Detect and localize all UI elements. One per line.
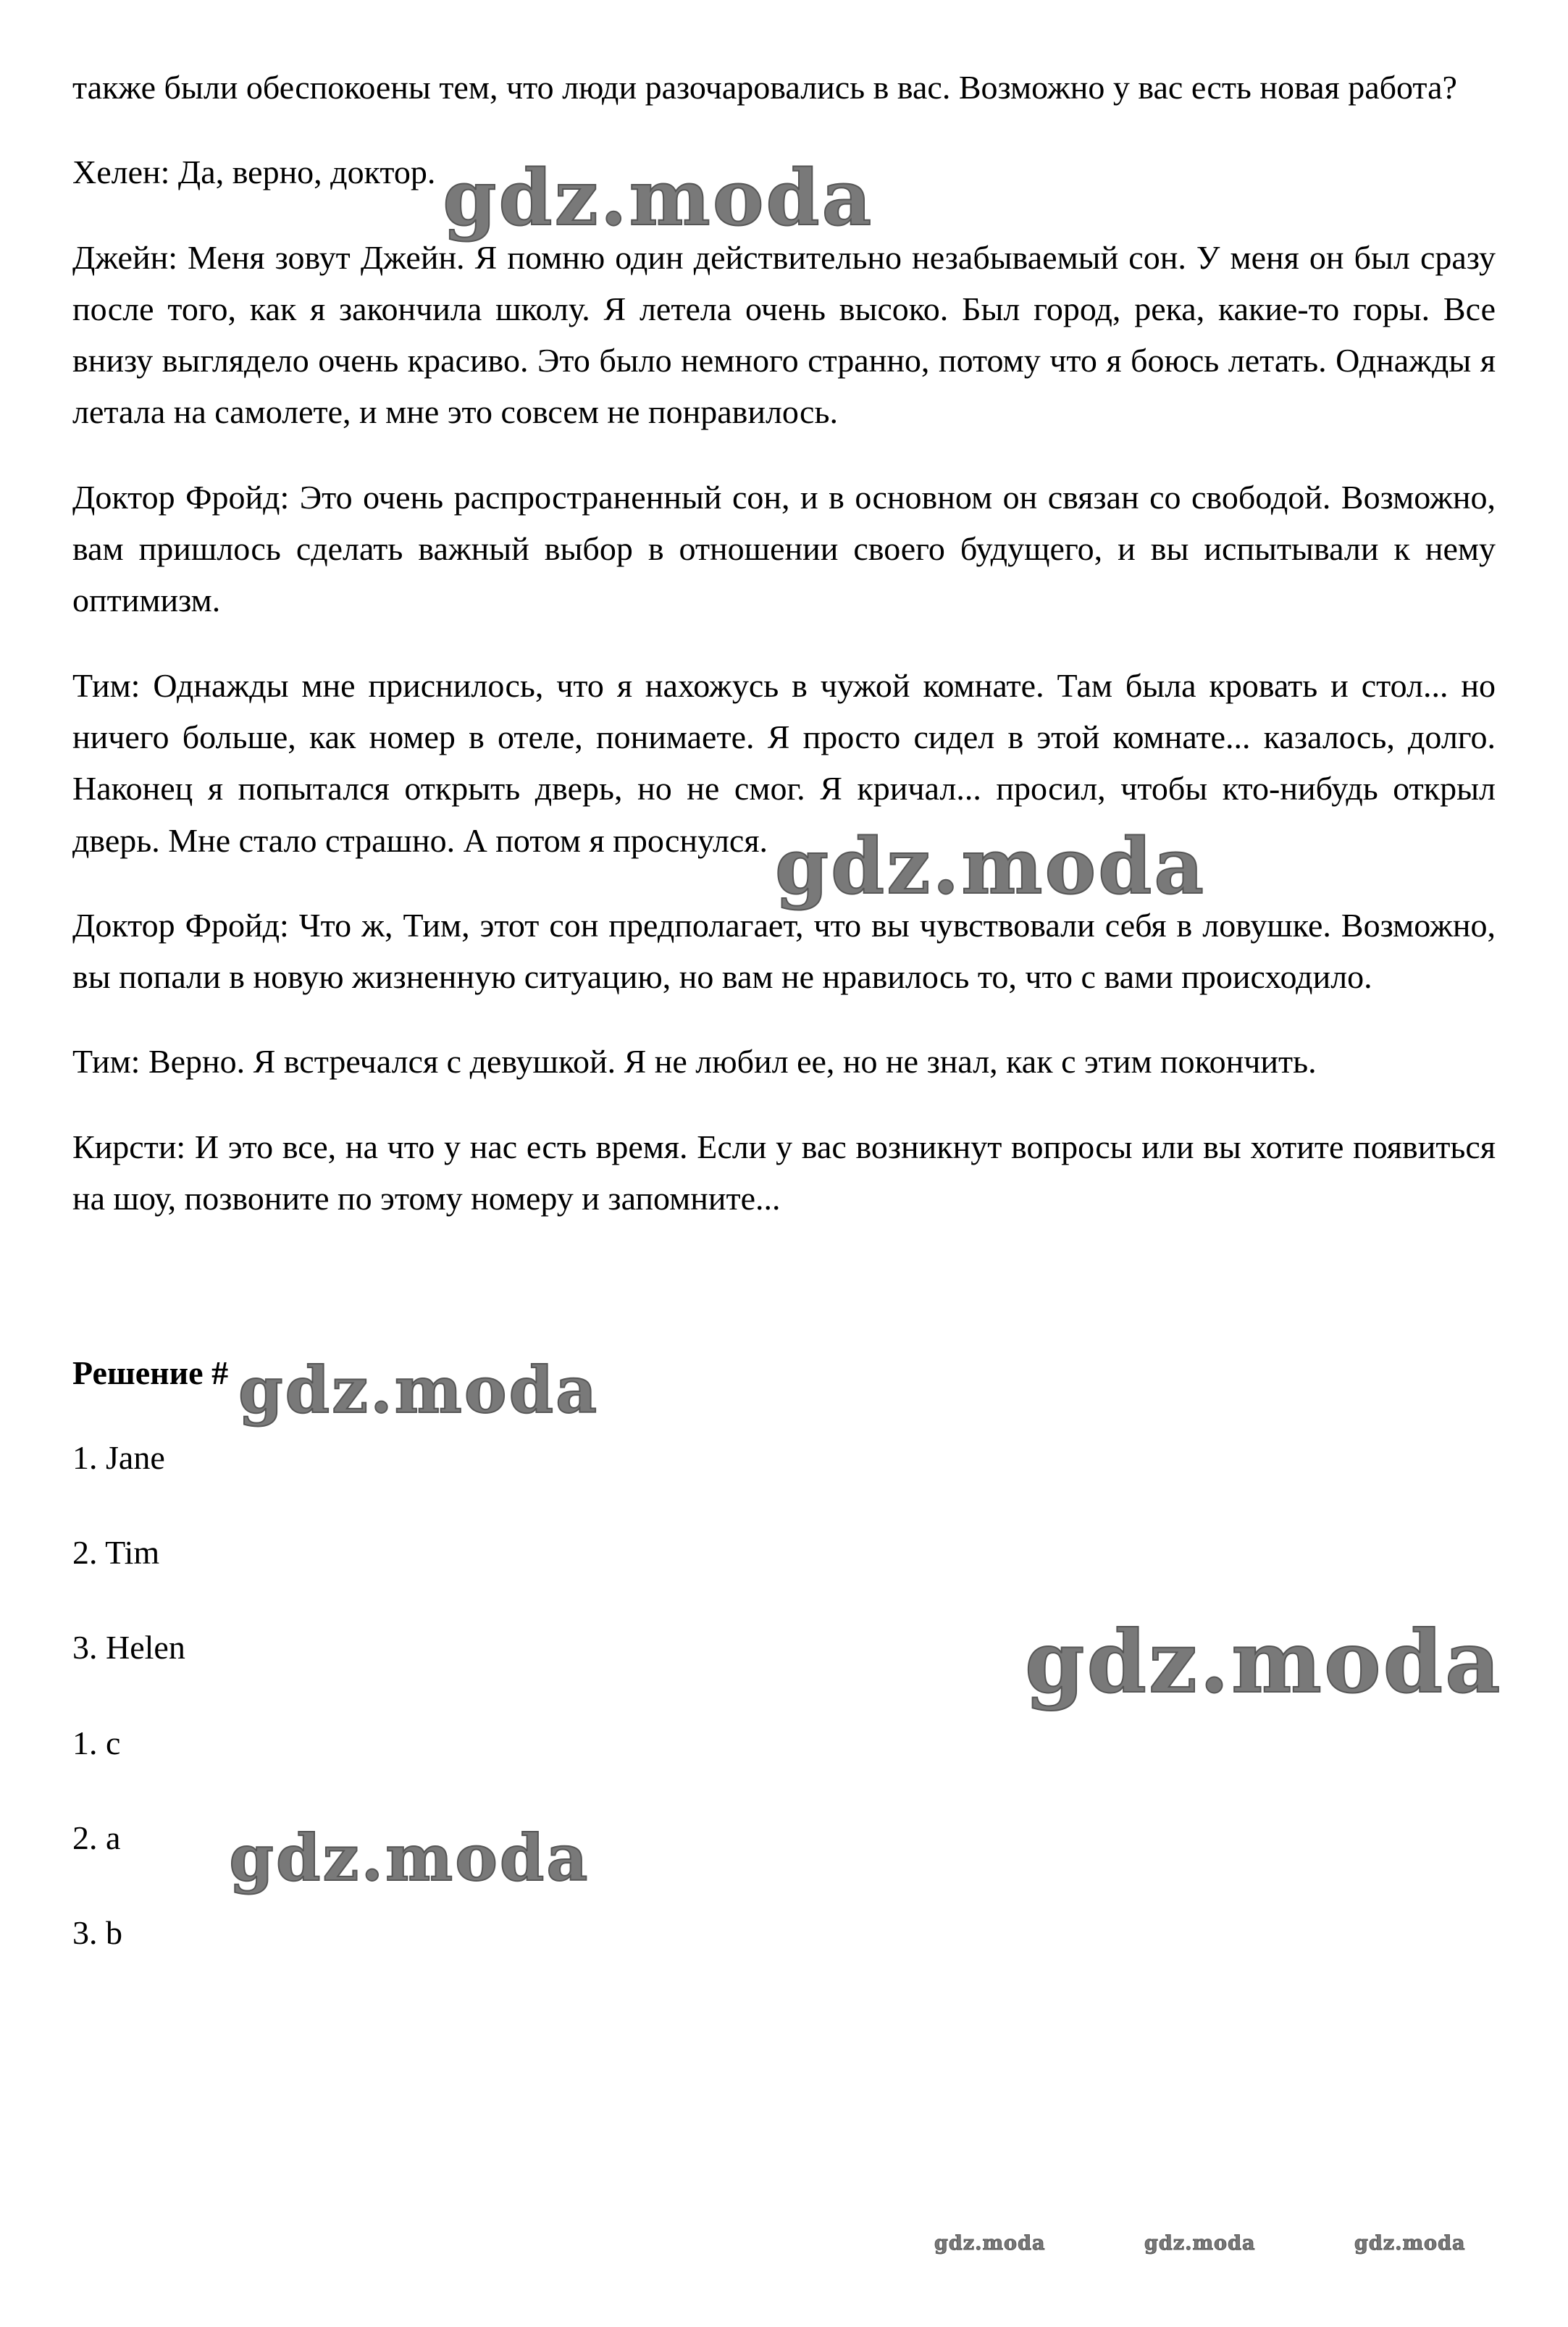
paragraph-text: Джейн: Меня зовут Джейн. Я помню один действительно незабываемый сон. У меня он был сразу после того, как я закончила школу. Я летела очень высоко. Был город, река, какие-то горы. Все внизу выглядело очень красиво. Это было немного странно, потому что я боюсь летать. Однажды я летала на самолете, и мне это совсем не понравилось. [72, 238, 1496, 431]
solution-heading-text: Решение # [72, 1354, 229, 1392]
solution-item [72, 1812, 1496, 1895]
paragraph [72, 471, 1496, 626]
paragraph-text: Доктор Фройд: Что ж, Тим, этот сон предполагает, что вы чувствовали себя в ловушке. Возможно, вы попали в новую жизненную ситуацию, но вам не нравилось то, что с вами происходило. [72, 906, 1496, 996]
watermark-gdz-moda: gdz.moda [1144, 2232, 1256, 2255]
watermark-gdz-moda: gdz.moda [934, 2232, 1046, 2255]
watermark-gdz-moda: gdz.moda [443, 152, 874, 243]
paragraph [72, 232, 1496, 438]
paragraph-text: Тим: Однажды мне приснилось, что я нахожусь в чужой комнате. Там была кровать и стол... но ничего больше, как номер в отеле, понимаете. Я просто сидел в этой комнате... казалось, долго. Наконец я попытался открыть дверь, но не смог. Я кричал... просил, чтобы кто-нибудь открыл дверь. Мне стало страшно. А потом я проснулся. [72, 666, 1496, 859]
paragraph [72, 146, 1496, 243]
watermark-gdz-moda: gdz.moda [238, 1352, 600, 1428]
solution-item-text: 1. c [72, 1724, 121, 1761]
solution-item [72, 1432, 1496, 1483]
solution-item-text: 1. Jane [72, 1438, 165, 1476]
paragraph-text: Тим: Верно. Я встречался с девушкой. Я не любил ее, но не знал, как с этим покончить. [72, 1043, 1317, 1081]
solution-item-text: 3. Helen [72, 1629, 185, 1666]
solution-item [72, 1527, 1496, 1578]
solution-item [72, 1622, 1496, 1673]
watermark-gdz-moda: gdz.moda [229, 1819, 590, 1895]
paragraph [72, 62, 1496, 113]
paragraph [72, 660, 1496, 911]
paragraph-text: также были обеспокоены тем, что люди разочаровались в вас. Возможно у вас есть новая работа? [72, 69, 1457, 106]
solution-heading [72, 1347, 1496, 1428]
watermark-gdz-moda: gdz.moda [775, 820, 1207, 911]
watermark-gdz-moda: gdz.moda [1354, 2232, 1466, 2255]
paragraph [72, 900, 1496, 1003]
solution-item-text: 3. b [72, 1914, 122, 1952]
paragraph-text: Доктор Фройд: Это очень распространенный сон, и в основном он связан со свободой. Возможно, вам пришлось сделать важный выбор в отношении своего будущего, и вы испытывали к нему оптимизм. [72, 478, 1496, 619]
paragraph [72, 1036, 1496, 1087]
solution-item [72, 1907, 1496, 1958]
watermark-gdz-moda: gdz.moda [1025, 1611, 1503, 1712]
paragraph-text: Хелен: Да, верно, доктор. [72, 154, 436, 191]
paragraph [72, 1121, 1496, 1225]
solution-item-text: 2. a [72, 1819, 121, 1856]
solution-item-text: 2. Tim [72, 1533, 160, 1571]
solution-item [72, 1717, 1496, 1769]
paragraph-text: Кирсти: И это все, на что у нас есть время. Если у вас возникнут вопросы или вы хотите появиться на шоу, позвоните по этому номеру и запомните... [72, 1128, 1496, 1217]
